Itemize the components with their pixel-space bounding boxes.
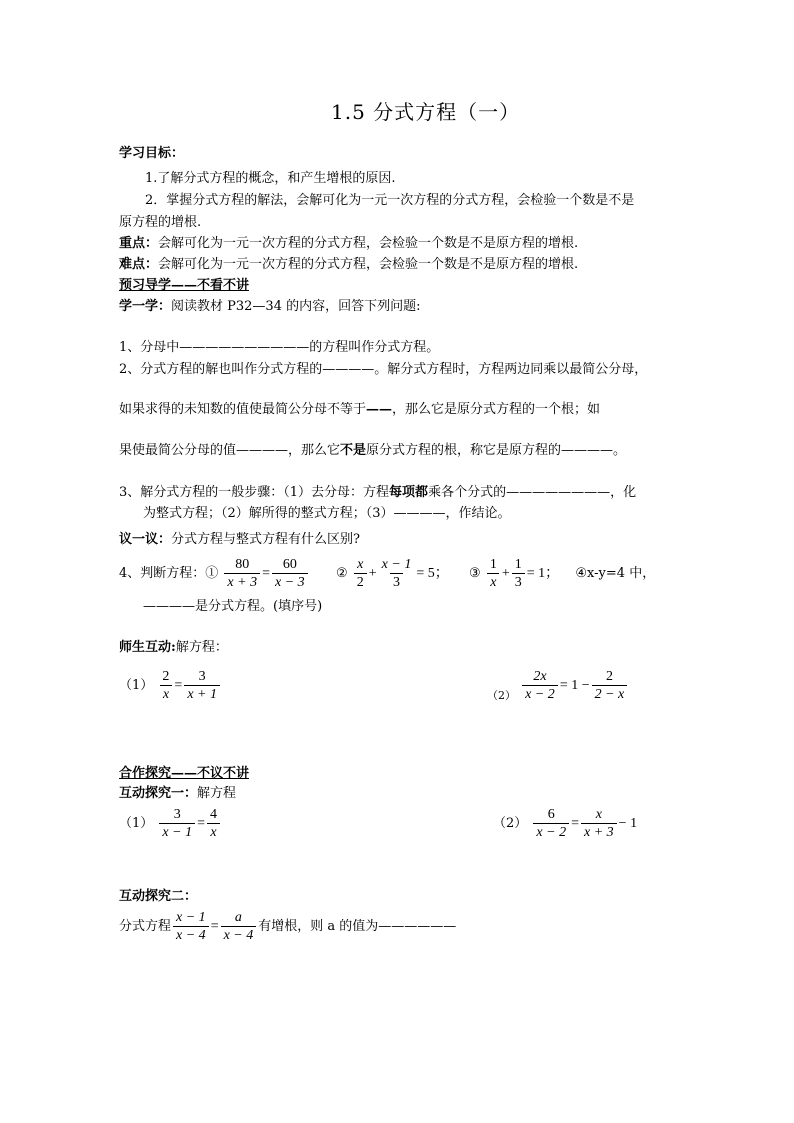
q3a-bold: 每项都 <box>389 485 429 500</box>
discuss-text: 分式方程与整式方程有什么区别? <box>171 532 360 547</box>
q2b-pre: 如果求得的未知数的值使最简公分母不等于 <box>119 402 367 417</box>
q2c-pre: 果使最简公分母的值————，那么它 <box>119 443 341 458</box>
teacher-problem-2 <box>487 668 629 704</box>
discuss-line <box>119 530 360 550</box>
ep2-frac-right: $\frac{x}{x + 3}$ <box>581 806 617 841</box>
teacher-line <box>119 638 228 658</box>
question-3b: 为整式方程；（2）解所得的整式方程；（3）————，作结论。 <box>143 506 511 521</box>
explore-1-label: 互动探究一： <box>119 786 198 801</box>
ex2-pre: 分式方程 <box>119 919 172 934</box>
tp1-frac-right: $\frac{3}{x + 1}$ <box>184 668 220 703</box>
q4-eq3-frac-left: $\frac{1}{x}$ <box>487 556 500 591</box>
question-1: 1、分母中——————————的方程叫作分式方程。 <box>119 340 440 355</box>
objective-1: 1.了解分式方程的概念，和产生增根的原因. <box>145 171 396 186</box>
difficulty <box>119 255 578 275</box>
ex2-post: 有增根，则 a 的值为—————— <box>258 919 457 934</box>
explore-1-problem-1: （1） $\frac{3}{x - 1}$ = $\frac{4}{x}$ <box>119 806 222 842</box>
objective-2b: 原方程的增根. <box>119 215 202 230</box>
q2b-blank: —— <box>366 402 393 417</box>
keypoint <box>119 234 578 254</box>
explore-1-text: 解方程 <box>197 786 237 801</box>
q4-mark2: ② <box>335 566 348 581</box>
q4-eq2-rhs: = 5； <box>416 566 449 581</box>
q3a-pre: 3、解分式方程的一般步骤：（1）去分母：方程 <box>119 485 390 500</box>
question-2b <box>119 400 600 420</box>
keypoint-text: 会解可化为一元一次方程的分式方程，会检验一个数是不是原方程的增根. <box>158 236 579 251</box>
difficulty-label: 难点： <box>119 257 159 272</box>
difficulty-text: 会解可化为一元一次方程的分式方程，会检验一个数是不是原方程的增根. <box>158 257 579 272</box>
q4-eq1-frac-right: $\frac{60}{x - 3}$ <box>272 556 308 591</box>
q4-eq4: ④x-y=4 中， <box>575 566 656 581</box>
keypoint-label: 重点： <box>119 236 159 251</box>
explore-1-line <box>119 784 236 804</box>
question-3a <box>119 483 636 503</box>
learn-label: 学一学： <box>119 299 172 314</box>
learn-line <box>119 297 421 317</box>
q4-prefix: 4、判断方程：① <box>119 566 219 581</box>
objectives-heading: 学习目标： <box>119 146 185 161</box>
teacher-label: 师生互动: <box>119 640 176 655</box>
question-4-line2: ————是分式方程。(填序号) <box>143 599 323 614</box>
ep1-frac-left: $\frac{3}{x - 1}$ <box>159 806 195 841</box>
q2b-post: ，那么它是原分式方程的一个根；如 <box>392 402 601 417</box>
ep2-label: （2） <box>493 816 528 831</box>
teacher-problem-1: （1） $\frac{2}{x}$ = $\frac{3}{x + 1}$ <box>119 668 222 704</box>
page-title: 1.5 分式方程（一） <box>331 100 521 124</box>
tp2-frac-left: $\frac{2x}{x - 2}$ <box>522 668 558 703</box>
tp1-label: （1） <box>119 678 154 693</box>
discuss-label: 议一议： <box>119 532 172 547</box>
ep1-frac-right: $\frac{4}{x}$ <box>207 806 220 841</box>
q4-eq2-frac-left: $\frac{x}{2}$ <box>354 556 367 591</box>
explore-2-problem: 分式方程 $\frac{x - 1}{x - 4}$ = $\frac{a}{x - 4}$ 有增根，则 a 的值为—————— <box>119 910 457 943</box>
q3a-post: 乘各个分式的————————，化 <box>428 485 637 500</box>
preview-heading: 预习导学——不看不讲 <box>119 278 250 293</box>
tp1-frac-left: $\frac{2}{x}$ <box>159 668 172 703</box>
tp2-label: （2） <box>487 689 516 702</box>
ex2-frac-right: $\frac{a}{x - 4}$ <box>221 909 257 944</box>
q2c-post: 原分式方程的根，称它是原方程的————。 <box>366 443 627 458</box>
q4-eq3-frac-right: $\frac{1}{3}$ <box>512 556 525 591</box>
question-2a: 2、分式方程的解也叫作分式方程的————。解分式方程时，方程两边同乘以最简公分母， <box>119 362 648 377</box>
coop-heading: 合作探究——不议不讲 <box>119 766 250 781</box>
q4-eq3-rhs: = 1； <box>526 566 560 581</box>
teacher-text: 解方程： <box>175 640 228 655</box>
question-4: 4、判断方程：① $\frac{80}{x + 3}$ = $\frac{60}{x - 3}$ ② $\frac{x}{2}$ + $\frac{x - 1}{3}$ = 5； ③ $\frac{1}{x}$ + $\frac{1}{3}$ = 1； ④x-y=4 中， <box>119 557 656 590</box>
tp2-mid: = 1 − <box>559 678 590 693</box>
q2c-bold: 不是 <box>340 443 367 458</box>
ep2-frac-left: $\frac{6}{x - 2}$ <box>533 806 569 841</box>
tp2-frac-right: $\frac{2}{2 - x}$ <box>592 668 628 703</box>
learn-text: 阅读教材 P32—34 的内容，回答下列问题: <box>171 299 421 314</box>
question-2c <box>119 441 626 461</box>
ex2-frac-left: $\frac{x - 1}{x - 4}$ <box>173 909 209 944</box>
q4-mark3: ③ <box>469 566 481 581</box>
q4-eq2-frac-right: $\frac{x - 1}{3}$ <box>381 557 412 590</box>
explore-1-problem-2: （2） $\frac{6}{x - 2}$ = $\frac{x}{x + 3}$ − 1 <box>493 807 638 840</box>
objective-2a: 2．掌握分式方程的解法，会解可化为一元一次方程的分式方程，会检验一个数是不是 <box>145 193 635 208</box>
ep1-label: （1） <box>119 816 154 831</box>
explore-2-label: 互动探究二： <box>119 889 198 904</box>
q4-eq1-frac-left: $\frac{80}{x + 3}$ <box>224 556 260 591</box>
ep2-tail: − 1 <box>618 816 638 831</box>
